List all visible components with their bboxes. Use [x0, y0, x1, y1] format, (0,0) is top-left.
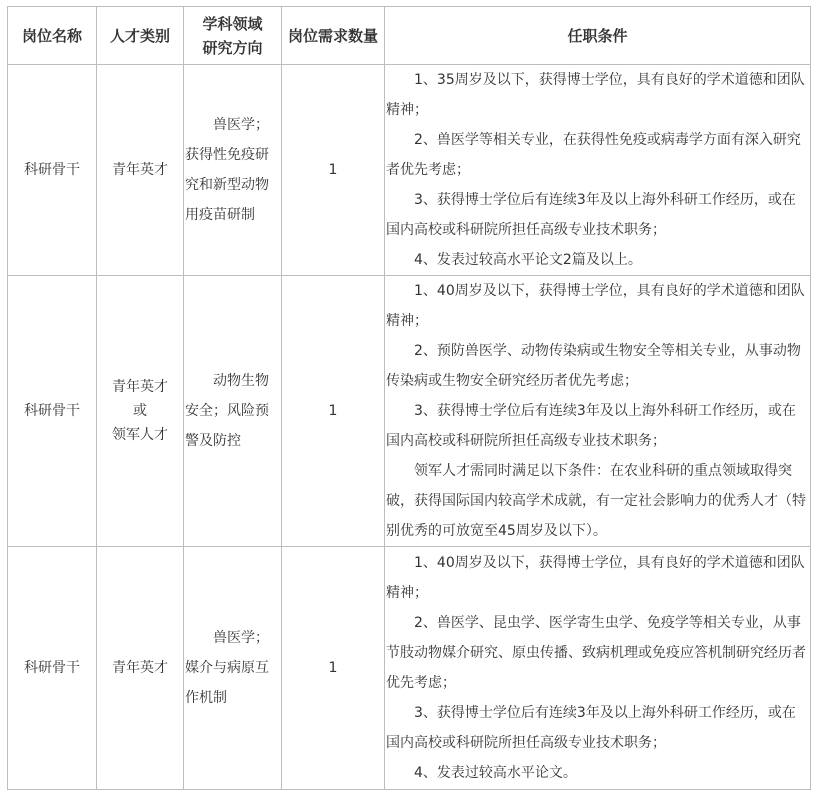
field-cell — [184, 276, 282, 547]
condition-item: 4、发表过较高水平论文2篇及以上。 — [414, 252, 642, 268]
condition-item: 3、获得博士学位后有连续3年及以上海外科研工作经历，或在国内高校或科研院所担任高级专业技术职务； — [386, 192, 796, 238]
table-header — [8, 7, 811, 65]
field-text: 动物生物安全；风险预警及防控 — [185, 373, 269, 449]
condition-item: 2、预防兽医学、动物传染病或生物安全等相关专业，从事动物传染病或生物安全研究经历者优先考虑； — [386, 343, 801, 389]
header-field-line1: 学科领域 — [202, 14, 263, 33]
condition-item: 1、35周岁及以下，获得博士学位，具有良好的学术道德和团队精神； — [386, 72, 805, 118]
category-line: 或 — [133, 403, 147, 419]
conditions-cell — [385, 547, 811, 790]
header-row — [8, 7, 811, 65]
condition-item: 3、获得博士学位后有连续3年及以上海外科研工作经历，或在国内高校或科研院所担任高级专业技术职务； — [386, 705, 796, 751]
header-field-line2: 研究方向 — [202, 38, 263, 57]
category-cell — [97, 276, 184, 547]
quota-cell: 1 — [282, 276, 385, 547]
category-line: 青年英才 — [112, 379, 168, 395]
field-text: 兽医学；媒介与病原互作机制 — [185, 630, 269, 706]
position-cell: 科研骨干 — [8, 547, 97, 790]
table-body — [8, 65, 811, 790]
header-conditions: 任职条件 — [385, 7, 811, 65]
condition-item: 领军人才需同时满足以下条件：在农业科研的重点领域取得突破，获得国际国内较高学术成就，有一定社会影响力的优秀人才（特别优秀的可放宽至45周岁及以下）。 — [386, 463, 806, 539]
conditions-cell — [385, 276, 811, 547]
header-category: 人才类别 — [97, 7, 184, 65]
condition-item: 4、发表过较高水平论文。 — [414, 765, 577, 781]
quota-cell: 1 — [282, 65, 385, 276]
header-position: 岗位名称 — [8, 7, 97, 65]
condition-item: 2、兽医学等相关专业，在获得性免疫或病毒学方面有深入研究者优先考虑； — [386, 132, 801, 178]
header-field — [184, 7, 282, 65]
category-line: 青年英才 — [112, 660, 168, 676]
field-cell — [184, 547, 282, 790]
job-requirements-table — [7, 6, 811, 790]
position-cell: 科研骨干 — [8, 65, 97, 276]
category-cell — [97, 65, 184, 276]
category-line: 青年英才 — [112, 162, 168, 178]
field-cell — [184, 65, 282, 276]
category-line: 领军人才 — [112, 427, 168, 443]
category-cell — [97, 547, 184, 790]
table-row — [8, 547, 811, 790]
table-row — [8, 65, 811, 276]
quota-cell: 1 — [282, 547, 385, 790]
condition-item: 1、40周岁及以下，获得博士学位，具有良好的学术道德和团队精神； — [386, 283, 805, 329]
table-row — [8, 276, 811, 547]
conditions-cell — [385, 65, 811, 276]
condition-item: 3、获得博士学位后有连续3年及以上海外科研工作经历，或在国内高校或科研院所担任高级专业技术职务； — [386, 403, 796, 449]
header-quota: 岗位需求数量 — [282, 7, 385, 65]
field-text: 兽医学；获得性免疫研究和新型动物用疫苗研制 — [185, 117, 269, 223]
position-cell: 科研骨干 — [8, 276, 97, 547]
condition-item: 1、40周岁及以下，获得博士学位，具有良好的学术道德和团队精神； — [386, 555, 805, 601]
condition-item: 2、兽医学、昆虫学、医学寄生虫学、免疫学等相关专业，从事节肢动物媒介研究、原虫传播、致病机理或免疫应答机制研究经历者优先考虑； — [386, 615, 806, 691]
